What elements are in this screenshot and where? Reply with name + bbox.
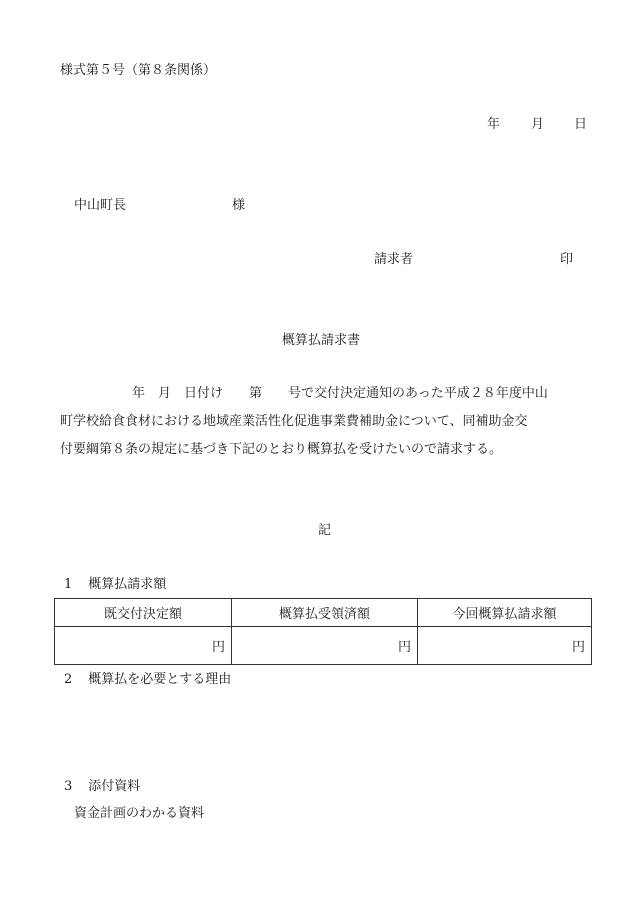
- date-day-label: 日: [574, 117, 588, 132]
- addressee-name: 中山町長: [74, 198, 127, 213]
- amount-table: [54, 598, 592, 665]
- approved-amount-cell: 円: [55, 627, 232, 665]
- section-2-number: 2: [64, 672, 73, 687]
- date-month-label: 月: [531, 117, 545, 132]
- header-approved-amount: 既交付決定額: [55, 599, 232, 627]
- header-requested-amount: 今回概算払請求額: [418, 599, 592, 627]
- section-2-label: 概算払を必要とする理由: [88, 672, 232, 687]
- header-received-amount: 概算払受領済額: [232, 599, 418, 627]
- section-1-heading: [64, 577, 166, 593]
- section-1-label: 概算払請求額: [88, 577, 167, 592]
- paragraph-line-2: 町学校給食食材における地域産業活性化促進事業費補助金について、同補助金交: [60, 414, 528, 429]
- ki-heading: 記: [318, 523, 332, 538]
- section-3-number: 3: [64, 779, 73, 794]
- section-2-heading: [64, 672, 231, 688]
- document-title: 概算払請求書: [282, 333, 361, 348]
- amount-table-value-row: [55, 627, 592, 665]
- addressee-honorific: 様: [232, 198, 246, 213]
- amount-table-header-row: [55, 599, 592, 627]
- section-3-label: 添付資料: [88, 779, 141, 794]
- requested-amount-cell: 円: [418, 627, 592, 665]
- paragraph-line-3: 付要綱第８条の規定に基づき下記のとおり概算払を受けたいので請求する。: [60, 442, 503, 457]
- requester-seal: 印: [560, 252, 574, 267]
- date-year-label: 年: [487, 117, 501, 132]
- section-3-heading: [64, 779, 140, 795]
- attachment-item: 資金計画のわかる資料: [74, 806, 205, 821]
- requester-label: 請求者: [374, 252, 414, 267]
- paragraph-line-1: 年 月 日付け 第 号で交付決定通知のあった平成２８年度中山: [132, 386, 548, 401]
- received-amount-cell: 円: [232, 627, 418, 665]
- request-paragraph: [60, 380, 600, 464]
- form-label: 様式第５号（第８条関係）: [60, 63, 217, 78]
- section-1-number: 1: [64, 577, 73, 592]
